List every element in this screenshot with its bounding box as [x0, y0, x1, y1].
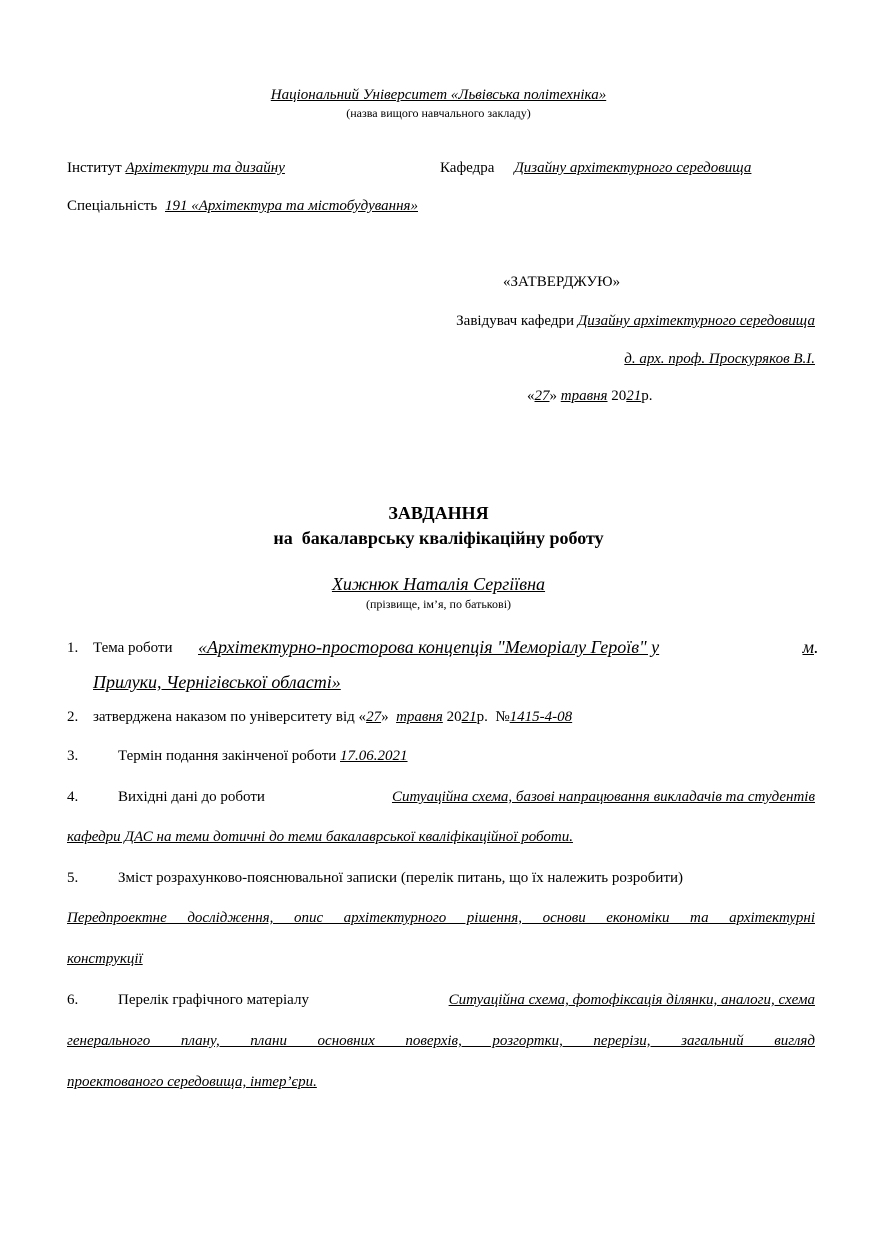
specialty-label: Спеціальність: [67, 198, 158, 214]
item-2-month: травня: [396, 709, 443, 725]
item-2-year-suffix: 21: [461, 709, 477, 725]
item-1-m: м: [802, 637, 814, 657]
item-5-number: 5.: [67, 870, 79, 886]
item-1-value-line1: «Архітектурно-просторова концепція "Меморіалу Героїв" у: [198, 637, 660, 657]
date-year-prefix: 20: [611, 388, 627, 404]
approval-head-department: Дизайну архітектурного середовища: [577, 313, 815, 329]
university-name: Національний Університет «Львівська політехніка»: [270, 87, 607, 103]
item-6-value-line1: Ситуаційна схема, фотофіксація ділянки, аналоги, схема: [448, 992, 815, 1008]
item-6-line1: [118, 992, 815, 1009]
item-3-line: [118, 748, 408, 765]
date-close-quote: »: [549, 388, 557, 404]
item-4-label: Вихідні дані до роботи: [118, 789, 265, 805]
item-2-order-number: 1415-4-08: [509, 709, 573, 725]
item-1-value-line2: Прилуки, Чернігівської області»: [93, 672, 341, 692]
approval-head-label: Завідувач кафедри: [456, 313, 574, 329]
item-6-value-line2: генерального плану, плани основних поверхів, розгортки, перерізи, загальний вигляд: [67, 1033, 815, 1049]
item-4-value-line1: Ситуаційна схема, базові напрацювання викладачів та студентів: [391, 789, 815, 805]
item-2-number: 2.: [67, 709, 79, 725]
date-day: 27: [534, 388, 550, 404]
date-open-quote: «: [527, 388, 535, 404]
institute-line: [67, 160, 285, 177]
department-line: [440, 160, 751, 177]
item-2-year-end: р. №: [476, 709, 510, 725]
department-label: Кафедра: [440, 160, 495, 176]
item-3-number: 3.: [67, 748, 79, 764]
item-1-value-dot: .: [814, 637, 819, 657]
department-value: Дизайну архітектурного середовища: [514, 160, 752, 176]
approval-date: [527, 388, 653, 405]
item-6-label: Перелік графічного матеріалу: [118, 992, 309, 1008]
item-6-number: 6.: [67, 992, 79, 1008]
item-2-label: затверджена наказом по університету від «: [93, 709, 367, 725]
institute-label: Інститут: [67, 160, 122, 176]
date-month: травня: [560, 388, 608, 404]
student-name: Хижнюк Наталія Сергіївна: [331, 574, 546, 594]
item-3-label: Термін подання закінченої роботи: [118, 748, 337, 764]
item-2-line: [93, 709, 572, 726]
item-2-day: 27: [366, 709, 382, 725]
date-year-end: р.: [641, 388, 653, 404]
task-title: ЗАВДАННЯ: [388, 503, 489, 523]
item-5-value-line1: Передпроектне дослідження, опис архітектурного рішення, основи економіки та архітектурні: [67, 910, 815, 926]
item-1-label: Тема роботи: [93, 640, 173, 656]
item-4-value-line2: кафедри ДАС на теми дотичні до теми бакалаврської кваліфікаційної роботи.: [67, 829, 573, 845]
item-4-number: 4.: [67, 789, 79, 805]
specialty-line: [67, 198, 418, 215]
approval-head-name: д. арх. проф. Проскуряков В.І.: [624, 351, 815, 367]
university-caption: (назва вищого навчального закладу): [346, 106, 531, 120]
item-2-close-quote: »: [381, 709, 389, 725]
specialty-value: 191 «Архітектура та містобудування»: [165, 198, 418, 214]
approval-title: «ЗАТВЕРДЖУЮ»: [503, 274, 621, 290]
item-3-value: 17.06.2021: [340, 748, 408, 764]
item-5-value-line2: конструкції: [67, 951, 143, 967]
item-1-number: 1.: [67, 640, 79, 656]
approval-head-line: [456, 313, 815, 330]
item-1-value-m: [730, 637, 814, 658]
item-2-year-prefix: 20: [446, 709, 462, 725]
student-caption: (прізвище, ім’я, по батькові): [365, 597, 512, 611]
date-year-suffix: 21: [626, 388, 642, 404]
item-4-line1: [118, 789, 815, 806]
item-6-value-line3: проектованого середовища, інтер’єри.: [67, 1074, 317, 1090]
task-subtitle: на бакалаврську кваліфікаційну роботу: [273, 528, 604, 548]
item-5-label: Зміст розрахунково-пояснювальної записки (перелік питань, що їх належить розробити): [118, 870, 684, 886]
institute-value: Архітектури та дизайну: [125, 160, 285, 176]
